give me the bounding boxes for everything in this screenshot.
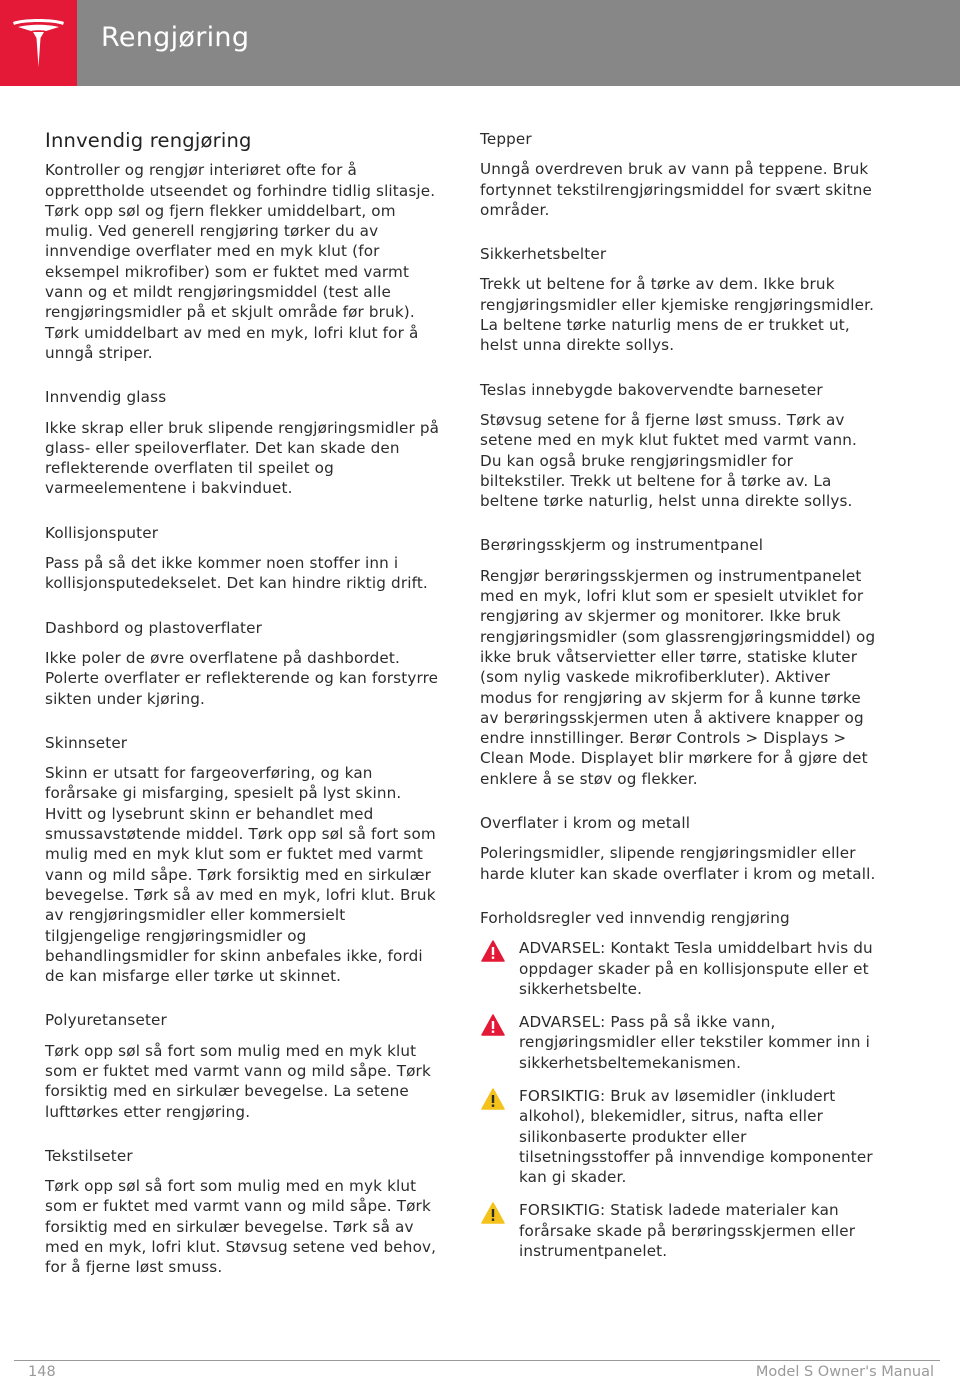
- subheading-airbags: Kollisjonsputer: [45, 523, 159, 542]
- subheading-seat-belts: Sikkerhetsbelter: [480, 245, 607, 264]
- caution-triangle-yellow-icon: [481, 1088, 505, 1110]
- caution-triangle-yellow-icon: [481, 1202, 505, 1224]
- left-column: [45, 128, 440, 1302]
- section-heading: Innvendig rengjøring: [45, 129, 252, 152]
- warning-triangle-red-icon: [481, 940, 505, 962]
- tesla-logo-box: [0, 0, 77, 86]
- subheading-precautions: Forholdsregler ved innvendig rengjøring: [480, 908, 790, 927]
- subheading-interior-glass: Innvendig glass: [45, 388, 167, 407]
- warning-triangle-red-icon: [481, 1014, 505, 1036]
- subheading-carpets: Tepper: [480, 130, 532, 148]
- caution-text: FORSIKTIG: Bruk av løsemidler (inkludert alkohol), blekemidler, sitrus, nafta eller silikonbaserte produkter eller tilsetningsstoffer på innvendige komponenter kan gi skader.: [519, 1086, 873, 1187]
- subheading-dashboard: Dashbord og plastoverflater: [45, 618, 263, 637]
- subheading-leather-seats: Skinnseter: [45, 733, 128, 752]
- warning-text: ADVARSEL: Kontakt Tesla umiddelbart hvis du oppdager skader på en kollisjonspute eller et sikkerhetsbelte.: [519, 939, 873, 998]
- subheading-textile-seats: Tekstilseter: [45, 1146, 133, 1165]
- subheading-touchscreen: Berøringsskjerm og instrumentpanel: [480, 536, 764, 555]
- subheading-polyurethane-seats: Polyuretanseter: [45, 1011, 167, 1030]
- paragraph-seat-belts: Trekk ut beltene for å tørke av dem. Ikke bruk rengjøringsmidler eller kjemiske rengjøringsmidler. La beltene tørke naturlig mens de er trukket ut, helst unna direkte sollys.: [480, 275, 875, 355]
- page-number: 148: [28, 1364, 56, 1380]
- warning-text: ADVARSEL: Pass på så ikke vann, rengjøringsmidler eller tekstiler kommer inn i sikkerhetsbeltemekanismen.: [519, 1013, 870, 1072]
- paragraph-chrome-metal: Poleringsmidler, slipende rengjøringsmidler eller harde kluter kan skade overflater i krom og metall.: [480, 844, 876, 883]
- caution-notice: [480, 1086, 880, 1187]
- page-title: Rengjøring: [101, 22, 250, 53]
- intro-paragraph: Kontroller og rengjør interiøret ofte for å opprettholde utseendet og forhindre tidlig slitasje. Tørk opp søl og fjern flekker umiddelbart, om mulig. Ved generell rengjøring tørker du av innvendige overflater med en myk klut (for eksempel mikrofiber) som er fuktet med varmt vann og et mildt rengjøringsmiddel (test alle rengjøringsmidler på et skjult område før bruk). Tørk umiddelbart av med en myk, lofri klut for å unngå striper.: [45, 161, 436, 362]
- paragraph-interior-glass: Ikke skrap eller bruk slipende rengjøringsmidler på glass- eller speiloverflater. Det kan skade den reflekterende overflaten til speilet og varmeelementene i bakvinduet.: [45, 418, 440, 498]
- paragraph-leather-seats: Skinn er utsatt for fargeoverføring, og kan forårsake gi misfarging, spesielt på lyst skinn. Hvitt og lysebrunt skinn er behandlet med smussavstøtende middel. Tørk opp søl så fort som mulig med en myk klut som er fuktet med varmt vann og mild såpe. Tørk forsiktig med en sirkulær bevegelse. Tørk så av med en myk, lofri klut. Bruk av rengjøringsmidler eller kommersielt tilgjengelige rengjøringsmidler og behandlingsmidler for skinn anbefales ikke, fordi de kan misfarge eller tørke ut skinnet.: [45, 764, 436, 986]
- footer-divider: [14, 1360, 940, 1361]
- paragraph-child-seats: Støvsug setene for å fjerne løst smuss. Tørk av setene med en myk klut fuktet med varmt vann. Du kan også bruke rengjøringsmidler for biltekstiler. Trekk ut beltene for å tørke av. La beltene tørke naturlig, helst unna direkte sollys.: [480, 410, 858, 511]
- paragraph-airbags: Pass på så det ikke kommer noen stoffer inn i kollisjonsputedekselet. Det kan hindre riktig drift.: [45, 554, 428, 593]
- caution-text: FORSIKTIG: Statisk ladede materialer kan forårsake skade på berøringsskjermen eller instrumentpanelet.: [519, 1201, 856, 1261]
- paragraph-polyurethane-seats: Tørk opp søl så fort som mulig med en myk klut som er fuktet med varmt vann og mild såpe. Tørk forsiktig med en sirkulær bevegelse. La setene lufttørkes etter rengjøring.: [45, 1041, 431, 1121]
- warning-notice: [480, 1012, 880, 1073]
- page-header: [0, 0, 960, 86]
- right-column: [480, 129, 880, 1274]
- manual-name: Model S Owner's Manual: [755, 1364, 934, 1380]
- tesla-logo-icon: [12, 19, 65, 69]
- subheading-chrome-metal: Overflater i krom og metall: [480, 814, 691, 833]
- warning-notice: [480, 938, 880, 999]
- paragraph-carpets: Unngå overdreven bruk av vann på teppene. Bruk fortynnet tekstilrengjøringsmiddel for svært skitne områder.: [480, 160, 873, 219]
- subheading-child-seats: Teslas innebygde bakovervendte barneseter: [480, 380, 823, 399]
- paragraph-touchscreen: Rengjør berøringsskjermen og instrumentpanelet med en myk, lofri klut som er spesielt utviklet for rengjøring av skjermer og monitorer. Ikke bruk rengjøringsmidler (som glassrengjøringsmiddel) og ikke bruk våtservietter eller tørre, statiske kluter (som nylig vaskede mikrofiberkluter). Aktiver modus for rengjøring av skjerm for å kunne tørke av berøringsskjermen uten å aktivere knapper og endre innstillinger. Berør Controls > Displays > Clean Mode. Displayet blir mørkere for å gjøre det enklere å se støv og flekker.: [480, 566, 876, 788]
- paragraph-dashboard: Ikke poler de øvre overflatene på dashbordet. Polerte overflater er reflekterende og kan forstyrre sikten under kjøring.: [45, 648, 439, 708]
- paragraph-textile-seats: Tørk opp søl så fort som mulig med en myk klut som er fuktet med varmt vann og mild såpe. Tørk forsiktig med en sirkulær bevegelse. Tørk så av med en myk, lofri klut. Støvsug setene ved behov, for å fjerne løst smuss.: [45, 1177, 437, 1277]
- caution-notice: [480, 1200, 880, 1261]
